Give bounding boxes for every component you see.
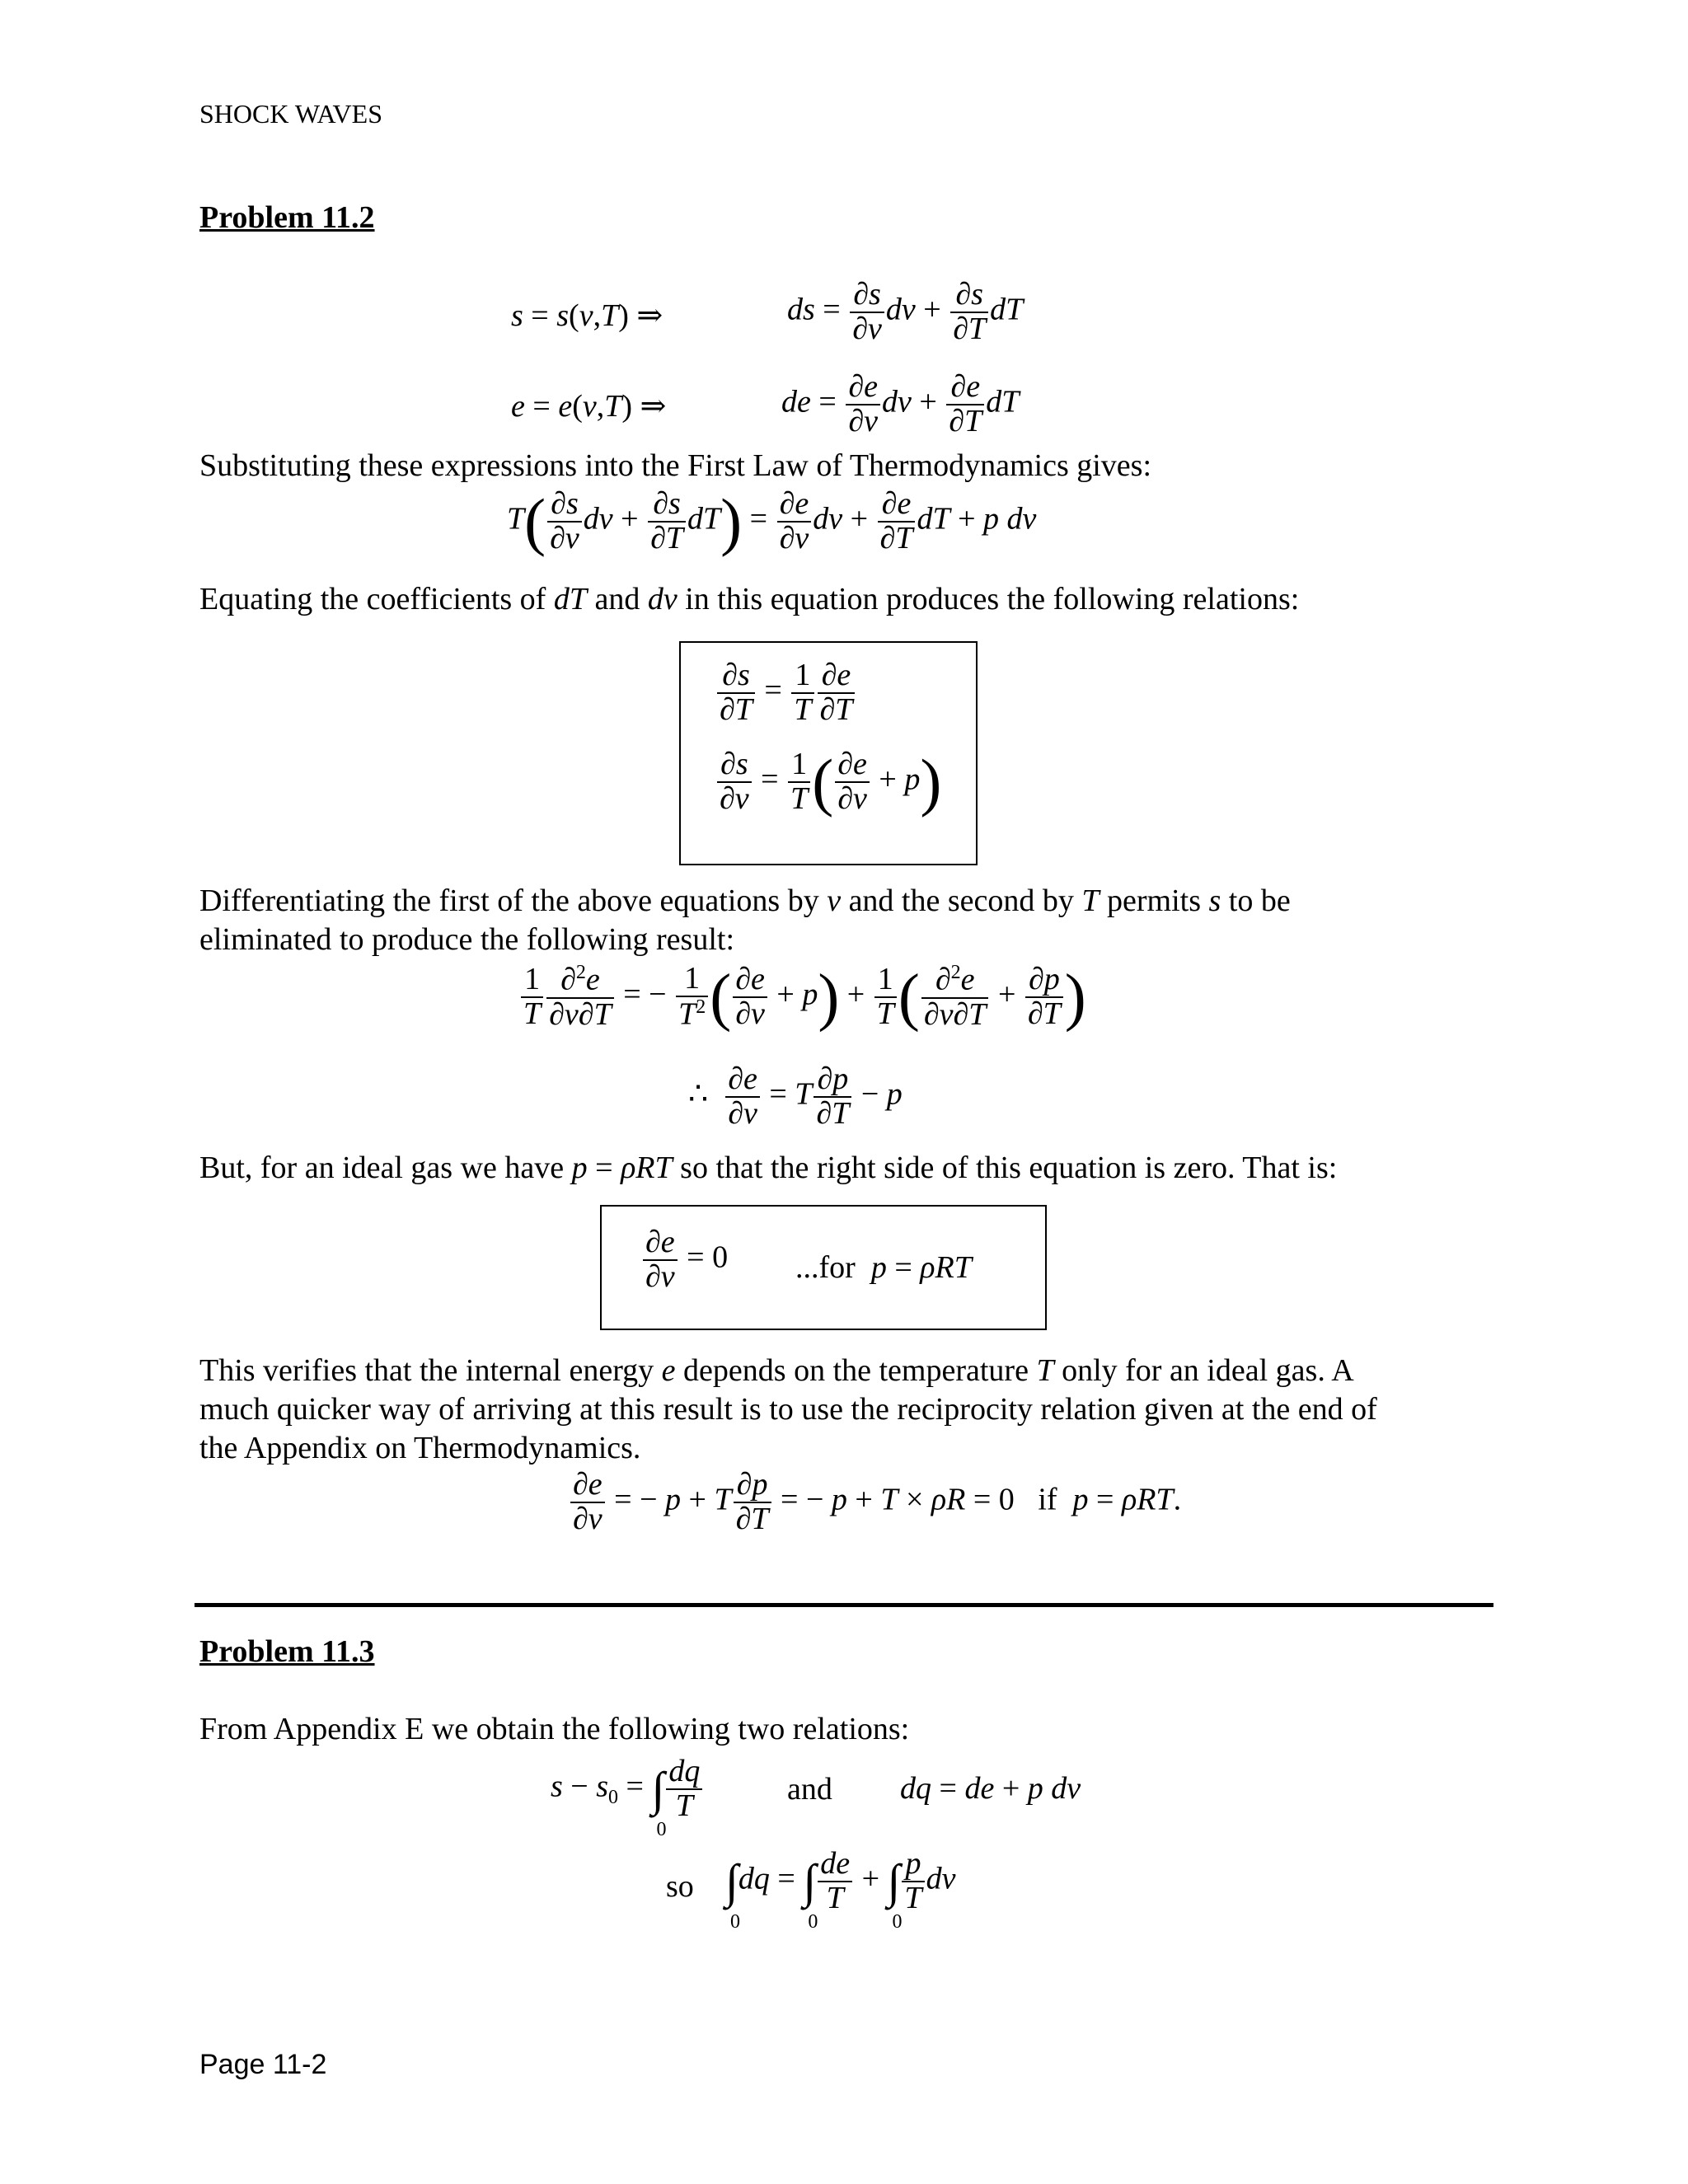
label-so: so	[666, 1869, 694, 1904]
eq-second-derivative: $\frac{1}{T}$ $\frac{\partial^2e}{\partial v\partial T}$ = − $\frac{1}{T^2}$ ( $\frac{\partial e}{\partial v}$ + p) + $\frac{1}{T}$ ( $\frac{\partial^2e}{\partial v\partial T}$ + $\frac{\partial p}{\partial T}$ )	[519, 963, 1086, 1031]
page-number: Page 11-2	[199, 2049, 327, 2080]
running-header: SHOCK WAVES	[199, 99, 382, 129]
eq-e-of-v-T: e = e(v,T) ⇒	[511, 389, 667, 424]
eq-reciprocity: $\frac{\partial e}{\partial v}$ = − p + T $\frac{\partial p}{\partial T}$ = − p + T × ρR = 0 if p = ρRT.	[569, 1469, 1181, 1536]
paragraph-equating: Equating the coefficients of dT and dv in this equation produces the following relations:	[199, 582, 1300, 616]
eq-de-dv-zero: $\frac{\partial e}{\partial v}$ = 0	[641, 1226, 728, 1294]
paragraph-differentiating-l2: eliminated to produce the following result:	[199, 922, 735, 957]
eq-first-law: T( $\frac{\partial s}{\partial v}$ dv + $\frac{\partial s}{\partial T}$ dT) = $\frac{\partial e}{\partial v}$ dv + $\frac{\partial e}{\partial T}$ dT + p dv	[507, 485, 1037, 557]
problem-11-2-title: Problem 11.2	[199, 200, 375, 235]
label-and: and	[787, 1772, 832, 1807]
eq-therefore: ∴ $\frac{\partial e}{\partial v}$ = T $\frac{\partial p}{\partial T}$ − p	[688, 1062, 903, 1131]
eq-de: de = $\frac{\partial e}{\partial v}$ dv + $\frac{\partial e}{\partial T}$ dT	[781, 369, 1020, 438]
eq-for-ideal-gas: ...for p = ρRT	[795, 1250, 972, 1285]
section-divider	[195, 1603, 1493, 1607]
paragraph-first-law: Substituting these expressions into the First Law of Thermodynamics gives:	[199, 448, 1152, 483]
eq-s-of-v-T: s = s(v,T) ⇒	[511, 298, 663, 333]
eq-ds-dT: $\frac{\partial s}{\partial T}$ = $\frac{1}{T}$ $\frac{\partial e}{\partial T}$	[715, 659, 856, 727]
eq-dq: dq = de + p dv	[900, 1771, 1081, 1806]
paragraph-appendix-e: From Appendix E we obtain the following two relations:	[199, 1712, 910, 1746]
eq-ds: ds = $\frac{\partial s}{\partial v}$ dv + $\frac{\partial s}{\partial T}$ dT	[787, 277, 1024, 346]
paragraph-ideal-gas: But, for an ideal gas we have p = ρRT so that the right side of this equation is zero. That is:	[199, 1151, 1338, 1185]
eq-ds-dv: $\frac{\partial s}{\partial v}$ = $\frac{1}{T}$ ( $\frac{\partial e}{\partial v}$ + p)	[715, 748, 941, 816]
paragraph-verifies-l1: This verifies that the internal energy e depends on the temperature T only for an ideal gas. A	[199, 1353, 1354, 1388]
paragraph-verifies-l3: the Appendix on Thermodynamics.	[199, 1431, 641, 1465]
eq-entropy-integral: $s - s_0$ = ∫ 0 $\frac{dq}{T}$	[551, 1755, 704, 1823]
paragraph-verifies-l2: much quicker way of arriving at this result is to use the reciprocity relation given at the end of	[199, 1392, 1377, 1427]
eq-integral-dq: ∫ 0 dq = ∫ 0 $\frac{de}{T}$ + ∫ 0 $\frac{p}{T}$ dv	[725, 1846, 956, 1933]
paragraph-differentiating-l1: Differentiating the first of the above equations by v and the second by T permits s to be	[199, 883, 1291, 918]
problem-11-3-title: Problem 11.3	[199, 1634, 375, 1669]
